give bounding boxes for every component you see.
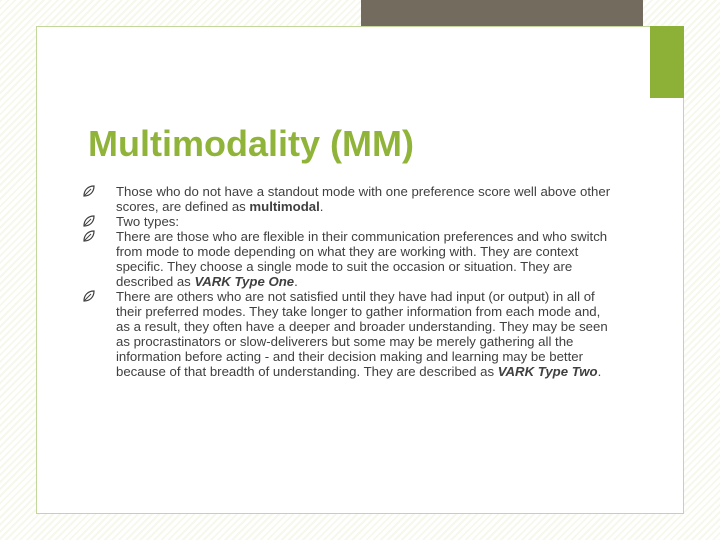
bullet-text: There are others who are not satisfied until they have had input (or output) in all of their preferred modes. They take longer to gather information from each mode and, as a result, they often have a deeper and broader understanding. They may be seen as procrastinators or slow-deliverers but some may be merely gathering all the information before acting - and their decision making and learning may be better because of that breadth of understanding. They are described as (116, 289, 608, 379)
slide-title: Multimodality (MM) (88, 123, 414, 164)
bullet-text-end: . (597, 364, 602, 379)
bullet-text: Those who do not have a standout mode with one preference score well above other scores, are defined as (116, 184, 611, 214)
accent-bar (650, 26, 684, 98)
bullet-emphasis: VARK Type One (194, 274, 295, 289)
bullet-item (83, 214, 613, 229)
leaf-icon (83, 290, 95, 302)
bullet-text-end: . (319, 199, 324, 214)
bullet-item (83, 184, 613, 214)
bullet-text: Two types: (116, 214, 180, 229)
bullet-list (83, 184, 613, 379)
leaf-icon (83, 215, 95, 227)
bullet-text-end: . (294, 274, 298, 289)
bullet-emphasis: multimodal (249, 199, 320, 214)
bullet-text: There are those who are flexible in their communication preferences and who switch from mode to mode depending on what they are working with. They are context specific. They choose a single mode to suit the occasion or situation. They are described as (116, 229, 608, 289)
bullet-item (83, 289, 613, 379)
leaf-icon (83, 230, 95, 242)
bullet-emphasis: VARK Type Two (497, 364, 598, 379)
bullet-item (83, 229, 613, 289)
leaf-icon (83, 185, 95, 197)
